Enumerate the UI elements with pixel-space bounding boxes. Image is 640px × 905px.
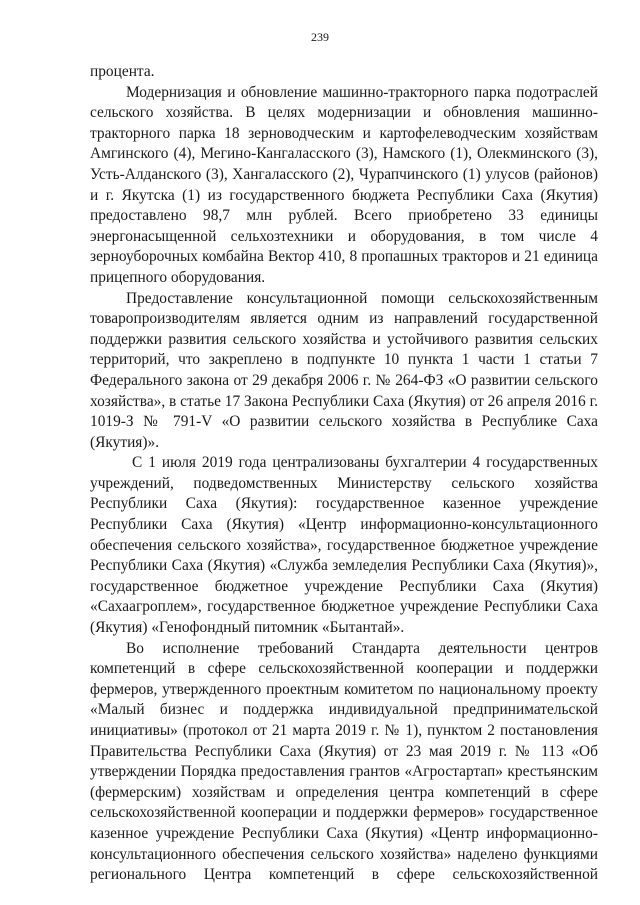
- paragraph-continuation: процента.: [90, 63, 155, 80]
- paragraph-consultation-support: Предоставление консультационной помощи сельскохозяйственным товаропроизводителям является одним из направлений государственной поддержки развития сельского хозяйства и устойчивого развития сельских территорий, что закреплено в подпункте 10 пункта 1 части 1 статьи 7 Федерального закона от 29 декабря 2006 г. № 264-ФЗ «О развитии сельского хозяйства», в статье 17 Закона Республики Саха (Якутия) от 26 апреля 2016 г. 1019-З № 791-V «О развитии сельского хозяйства в Республике Саха (Якутия)».: [90, 289, 598, 451]
- page-number: 239: [311, 30, 329, 44]
- paragraph-centralized-accounting: С 1 июля 2019 года централизованы бухгалтерии 4 государственных учреждений, подведомственных Министерству сельского хозяйства Республики Саха (Якутия): государственное казенное учреждение Республики Саха (Якутия) «Центр информационно-консультационного обеспечения сельского хозяйства», государственное бюджетное учреждение Республики Саха (Якутия) «Служба земледелия Республики Саха (Якутия)», государственное бюджетное учреждение Республики Саха (Якутия) «Сахаагроплем», государственное бюджетное учреждение Республики Саха (Якутия) «Генофондный питомник «Бытантай».: [90, 454, 598, 637]
- document-body: [90, 62, 598, 886]
- paragraph-machinery-modernization: Модернизация и обновление машинно-тракторного парка подотраслей сельского хозяйства. В целях модернизации и обновления машинно-тракторного парка 18 зерноводческим и картофелеводческим хозяйствам Амгинского (4), Мегино-Кангаласского (3), Намского (1), Олекминского (3), Усть-Алданского (3), Хангаласского (2), Чурапчинского (1) улусов (районов) и г. Якутска (1) из государственного бюджета Республики Саха (Якутия) предоставлено 98,7 млн рублей. Всего приобретено 33 единицы энергонасыщенной сельхозтехники и оборудования, в том числе 4 зерноуборочных комбайна Вектор 410, 8 пропашных тракторов и 21 единица прицепного оборудования.: [90, 83, 598, 286]
- paragraph-competence-center: Во исполнение требований Стандарта деятельности центров компетенций в сфере сельскохозяйственной кооперации и поддержки фермеров, утвержденного проектным комитетом по национальному проекту «Малый бизнес и поддержка индивидуальной предпринимательской инициативы» (протокол от 21 марта 2019 г. № 1), пунктом 2 постановления Правительства Республики Саха (Якутия) от 23 мая 2019 г. № 113 «Об утверждении Порядка предоставления грантов «Агростартап» крестьянским (фермерским) хозяйствам и определения центра компетенций в сфере сельскохозяйственной кооперации и поддержки фермеров» государственное казенное учреждение Республики Саха (Якутия) «Центр информационно-консультационного обеспечения сельского хозяйства» наделено функциями регионального Центра компетенций в сфере сельскохозяйственной: [90, 639, 598, 884]
